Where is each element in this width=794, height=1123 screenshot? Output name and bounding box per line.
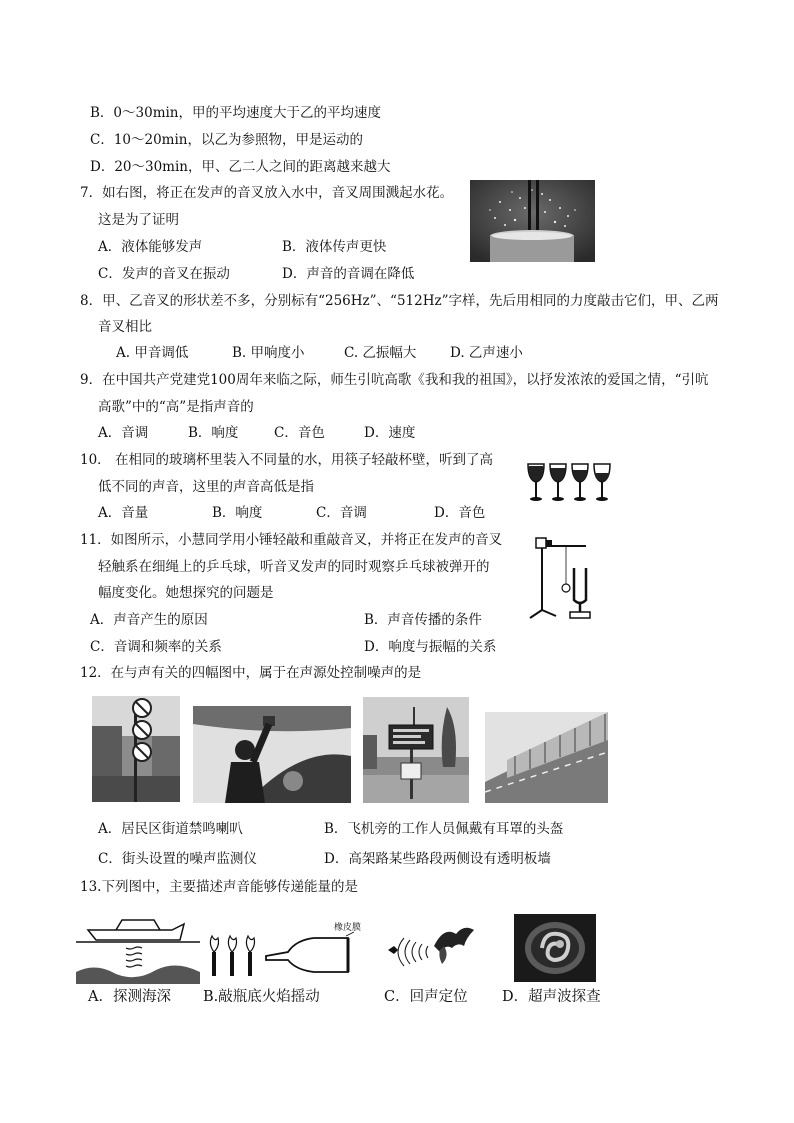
q10-stem-line2: 低不同的声音，这里的声音高低是指: [98, 479, 314, 495]
q9-stem-line1: 9．在中国共产党建党100周年来临之际，师生引吭高歌《我和我的祖国》，以抒发浓浓的爱国之情，“引吭: [80, 372, 709, 388]
q11-stem-line1: 11．如图所示，小慧同学用小锤轻敲和重敲音叉，并将正在发声的音叉: [80, 532, 503, 548]
q12-option-a: A．居民区街道禁鸣喇叭: [98, 821, 243, 837]
q10-option-d: D．音色: [434, 505, 486, 521]
q11-option-d: D．响度与振幅的关系: [364, 639, 497, 655]
q10-stem-line1: 10． 在相同的玻璃杯里装入不同量的水，用筷子轻敲杯壁，听到了高: [80, 452, 493, 468]
q8-stem-line1: 8．甲、乙音叉的形状差不多，分别标有“256Hz”、“512Hz”字样，先后用相同的力度敲击它们，甲、乙两: [80, 293, 719, 309]
noise-monitor-photo: [363, 697, 469, 803]
q13-stem: 13.下列图中，主要描述声音能够传递能量的是: [80, 879, 358, 895]
q7-option-b: B．液体传声更快: [282, 239, 387, 255]
q8-option-c: C. 乙振幅大: [344, 345, 417, 361]
q13-option-d: D．超声波探查: [502, 989, 601, 1005]
bat-echolocation-diagram: [384, 916, 476, 978]
no-horn-sign-photo: [92, 696, 180, 802]
q8-option-d: D. 乙声速小: [450, 345, 523, 361]
q7-stem-line2: 这是为了证明: [98, 212, 179, 228]
q9-option-a: A．音调: [98, 425, 149, 441]
q7-option-c: C．发声的音叉在振动: [98, 266, 230, 282]
q7-option-d: D．声音的音调在降低: [282, 266, 415, 282]
wine-glasses-image: [524, 460, 614, 504]
q10-option-a: A．音量: [98, 505, 149, 521]
airport-worker-photo: [193, 706, 351, 803]
q13-option-b: B.敲瓶底火焰摇动: [203, 989, 320, 1005]
q11-stem-line3: 幅度变化。她想探究的问题是: [98, 585, 274, 601]
q13-option-a: A．探测海深: [88, 989, 171, 1005]
q12-stem: 12．在与声有关的四幅图中，属于在声源处控制噪声的是: [80, 665, 422, 681]
q12-option-b: B．飞机旁的工作人员佩戴有耳罩的头盔: [324, 821, 564, 837]
q11-option-c: C．音调和频率的关系: [90, 639, 222, 655]
q9-option-d: D．速度: [364, 425, 416, 441]
transparent-wall-photo: [485, 712, 608, 803]
q6-option-d: D．20～30min，甲、乙二人之间的距离越来越大: [90, 159, 391, 175]
ultrasound-scan-image: [514, 914, 596, 982]
q8-option-b: B. 甲响度小: [232, 345, 305, 361]
q9-option-c: C．音色: [274, 425, 325, 441]
q6-option-b: B．0～30min，甲的平均速度大于乙的平均速度: [90, 105, 382, 121]
q11-stem-line2: 轻触系在细绳上的乒乓球，听音叉发声的同时观察乒乓球被弹开的: [98, 559, 490, 575]
q9-stem-line2: 高歌”中的“高”是指声音的: [98, 399, 254, 415]
q11-option-b: B．声音传播的条件: [364, 612, 482, 628]
q10-option-b: B．响度: [212, 505, 263, 521]
q12-option-d: D．高架路某些路段两侧设有透明板墙: [324, 851, 551, 867]
q6-option-c: C．10～20min，以乙为参照物，甲是运动的: [90, 132, 363, 148]
q7-stem-line1: 7．如右图，将正在发声的音叉放入水中，音叉周围溅起水花。: [80, 185, 454, 201]
q13-option-c: C．回声定位: [384, 989, 468, 1005]
q12-option-c: C．街头设置的噪声监测仪: [98, 851, 257, 867]
tuning-fork-pingpong-image: [524, 530, 616, 622]
q8-stem-line2: 音叉相比: [98, 319, 152, 335]
boat-sonar-diagram: [76, 912, 200, 984]
q7-option-a: A．液体能够发声: [98, 239, 203, 255]
rubber-membrane-label: 橡皮膜: [334, 923, 362, 933]
q11-option-a: A．声音产生的原因: [90, 612, 208, 628]
q9-option-b: B．响度: [188, 425, 239, 441]
tuning-fork-splash-image: [470, 180, 595, 262]
q8-option-a: A. 甲音调低: [116, 345, 189, 361]
q10-option-c: C．音调: [316, 505, 367, 521]
